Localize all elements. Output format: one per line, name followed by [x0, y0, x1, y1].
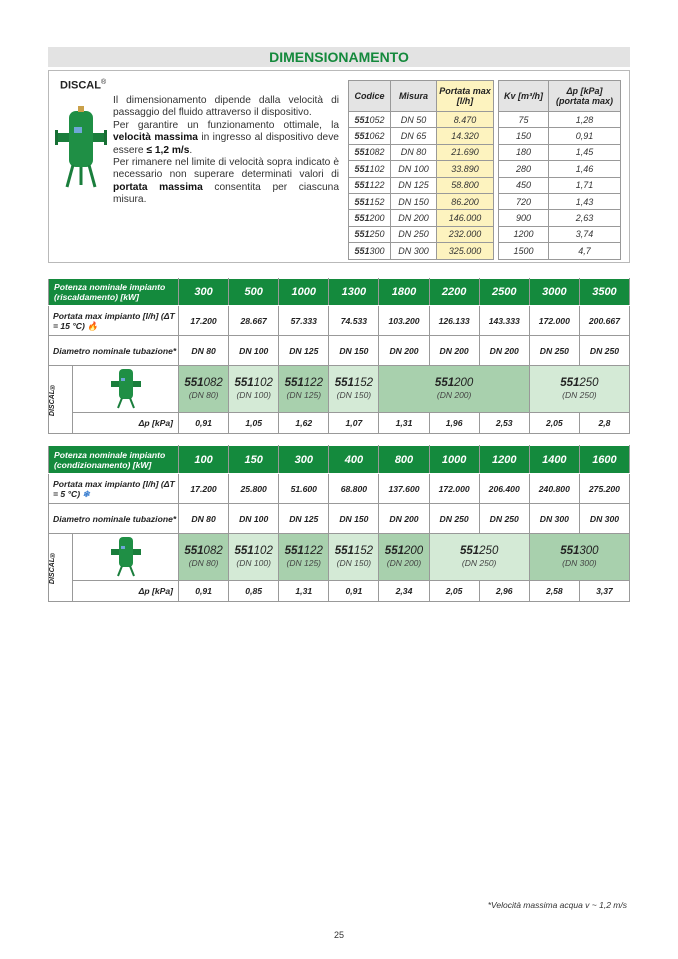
code-suffix: 300	[369, 245, 385, 256]
flow-value: 172.000	[429, 474, 479, 504]
dp-value: 1,96	[429, 413, 479, 434]
table-row	[349, 243, 621, 259]
code-cell	[349, 193, 391, 209]
product-dn: (DN 100)	[236, 558, 271, 568]
product-code-prefix: 551	[334, 545, 354, 557]
code-cell	[349, 226, 391, 242]
code-prefix: 551	[354, 180, 370, 191]
diameter-value: DN 100	[229, 504, 279, 534]
size-cell: DN 125	[391, 177, 437, 193]
kv-cell: 150	[499, 128, 549, 144]
diameter-value: DN 80	[179, 504, 229, 534]
kv-cell: 75	[499, 112, 549, 128]
power-value: 300	[279, 446, 329, 474]
table-row	[349, 210, 621, 226]
code-cell	[349, 177, 391, 193]
diameter-label: Diametro nominale tubazione*	[49, 504, 179, 534]
column-header: Codice	[349, 81, 391, 112]
product-dn: (DN 80)	[188, 390, 219, 400]
product-code-prefix: 551	[384, 545, 404, 557]
product-code-suffix: 200	[454, 377, 474, 389]
registered-mark: ®	[100, 79, 107, 86]
code-cell	[349, 210, 391, 226]
flow-value: 275.200	[579, 474, 629, 504]
table-row	[349, 161, 621, 177]
dp-row	[49, 581, 630, 602]
dp-value: 2,34	[379, 581, 429, 602]
product-code-suffix: 152	[353, 377, 374, 389]
brand-vertical: DISCAL®	[49, 382, 56, 417]
flow-value: 200.667	[579, 306, 629, 336]
product-dn: (DN 125)	[286, 390, 322, 400]
product-dn: (DN 80)	[188, 558, 219, 568]
kv-cell: 450	[499, 177, 549, 193]
product-dn: (DN 100)	[236, 390, 271, 400]
code-prefix: 551	[354, 229, 370, 240]
diameter-label: Diametro nominale tubazione*	[49, 336, 179, 366]
product-cell	[279, 534, 329, 581]
table-row	[349, 193, 621, 209]
size-cell: DN 50	[391, 112, 437, 128]
product-code-prefix: 551	[234, 545, 254, 557]
flow-row	[49, 474, 630, 504]
power-row	[49, 446, 630, 474]
dp-value: 2,05	[529, 413, 579, 434]
code-cell	[349, 144, 391, 160]
diameter-value: DN 150	[329, 336, 379, 366]
code-prefix: 551	[354, 196, 370, 207]
flow-value: 17.200	[179, 306, 229, 336]
brand-vertical: DISCAL®	[49, 550, 56, 585]
flow-value: 172.000	[529, 306, 579, 336]
dp-value: 0,91	[179, 413, 229, 434]
diameter-value: DN 200	[479, 336, 529, 366]
power-value: 800	[379, 446, 429, 474]
dp-value: 1,31	[379, 413, 429, 434]
dp-cell: 1,45	[549, 144, 621, 160]
flow-cell: 86.200	[437, 193, 494, 209]
size-cell: DN 250	[391, 226, 437, 242]
code-cell	[349, 128, 391, 144]
code-prefix: 551	[354, 245, 370, 256]
sizes-table	[348, 80, 621, 260]
diameter-row	[49, 504, 630, 534]
flow-value: 25.800	[229, 474, 279, 504]
power-value: 1300	[329, 279, 379, 306]
diameter-value: DN 150	[329, 504, 379, 534]
product-dn: (DN 300)	[562, 558, 597, 568]
size-cell: DN 300	[391, 243, 437, 259]
power-value: 2500	[479, 279, 529, 306]
flow-label-text: Portata max impianto [l/h] (ΔT = 5 °C)	[53, 478, 175, 499]
code-suffix: 062	[369, 131, 385, 142]
flow-cell: 21.690	[437, 144, 494, 160]
size-cell: DN 100	[391, 161, 437, 177]
code-prefix: 551	[354, 213, 370, 224]
code-prefix: 551	[354, 131, 370, 142]
product-code-prefix: 551	[284, 545, 304, 557]
dp-value: 2,53	[479, 413, 529, 434]
product-code-prefix: 551	[284, 377, 304, 389]
diameter-row	[49, 336, 630, 366]
page-number: 25	[333, 930, 344, 940]
flow-cell: 232.000	[437, 226, 494, 242]
dp-value: 1,07	[329, 413, 379, 434]
table-row	[349, 177, 621, 193]
dp-value: 0,91	[179, 581, 229, 602]
product-row	[49, 534, 630, 581]
product-dn: (DN 150)	[336, 390, 372, 400]
dp-value: 2,58	[529, 581, 579, 602]
table-row	[349, 226, 621, 242]
flow-cell: 58.800	[437, 177, 494, 193]
product-dn: (DN 125)	[286, 558, 322, 568]
dp-value: 0,85	[229, 581, 279, 602]
product-code-prefix: 551	[184, 545, 204, 557]
product-brand	[60, 79, 106, 92]
product-row	[49, 366, 630, 413]
flow-value: 17.200	[179, 474, 229, 504]
product-code-suffix: 250	[579, 377, 599, 389]
valve-icon	[109, 367, 143, 409]
desc-p2: Per garantire un funzionamento ottimale, la	[113, 119, 339, 131]
column-header: Δp [kPa] (portata max)	[549, 81, 621, 112]
flow-value: 103.200	[379, 306, 429, 336]
flow-cell: 325.000	[437, 243, 494, 259]
dp-cell: 3,74	[549, 226, 621, 242]
diameter-value: DN 80	[179, 336, 229, 366]
code-cell	[349, 161, 391, 177]
flow-value: 206.400	[479, 474, 529, 504]
dp-cell: 2,63	[549, 210, 621, 226]
power-value: 3000	[529, 279, 579, 306]
desc-text: in ingresso al dispositivo deve essere	[113, 132, 339, 156]
kv-cell: 280	[499, 161, 549, 177]
product-code-suffix: 102	[253, 545, 273, 557]
product-cell	[229, 534, 279, 581]
size-cell: DN 200	[391, 210, 437, 226]
code-suffix: 082	[369, 147, 385, 158]
kv-cell: 1500	[499, 243, 549, 259]
column-header: Kv [m³/h]	[499, 81, 549, 112]
description	[113, 95, 339, 207]
flow-value: 240.800	[529, 474, 579, 504]
product-code-prefix: 551	[560, 545, 580, 557]
product-code-suffix: 300	[579, 545, 599, 557]
product-code-prefix: 551	[234, 377, 254, 389]
kv-cell: 1200	[499, 226, 549, 242]
diameter-value: DN 125	[279, 504, 329, 534]
dp-value: 0,91	[329, 581, 379, 602]
kv-cell: 900	[499, 210, 549, 226]
code-suffix: 200	[369, 213, 385, 224]
dp-row	[49, 413, 630, 434]
size-cell: DN 65	[391, 128, 437, 144]
power-value: 1800	[379, 279, 429, 306]
footnote: *Velocità massima acqua v ~ 1,2 m/s	[487, 900, 627, 910]
power-value: 400	[329, 446, 379, 474]
power-value: 1600	[579, 446, 629, 474]
power-value: 150	[229, 446, 279, 474]
diameter-value: DN 200	[429, 336, 479, 366]
cooling-table	[48, 445, 630, 602]
product-code-prefix: 551	[334, 377, 354, 389]
desc-text: consentita per ciascuna misura.	[113, 181, 339, 206]
product-code-suffix: 102	[253, 377, 273, 389]
power-value: 3500	[579, 279, 629, 306]
product-dn: (DN 200)	[386, 558, 422, 568]
desc-bold-limit: ≤ 1,2 m/s	[146, 144, 190, 156]
product-code-suffix: 122	[303, 545, 323, 557]
flow-value: 68.800	[329, 474, 379, 504]
product-cell	[179, 534, 229, 581]
diameter-value: DN 200	[379, 336, 429, 366]
power-value: 300	[179, 279, 229, 306]
valve-image	[55, 105, 107, 189]
product-cell	[229, 366, 279, 413]
flow-value: 57.333	[279, 306, 329, 336]
valve-image-cell	[73, 534, 179, 581]
code-prefix: 551	[354, 114, 370, 125]
code-suffix: 052	[369, 114, 385, 125]
flow-value: 137.600	[379, 474, 429, 504]
dp-value: 2,8	[579, 413, 629, 434]
flow-row	[49, 306, 630, 336]
kv-cell: 720	[499, 193, 549, 209]
code-suffix: 122	[369, 180, 385, 191]
dp-value: 3,37	[579, 581, 629, 602]
dp-cell: 4,7	[549, 243, 621, 259]
power-label: Potenza nominale impianto (condizionamento) [kW]	[49, 446, 179, 474]
power-label: Potenza nominale impianto (riscaldamento) [kW]	[49, 279, 179, 306]
flow-cell: 14.320	[437, 128, 494, 144]
code-cell	[349, 243, 391, 259]
code-prefix: 551	[354, 163, 370, 174]
column-header: Portata max [l/h]	[437, 81, 494, 112]
dp-value: 1,62	[279, 413, 329, 434]
brand-name: DISCAL	[60, 79, 101, 92]
power-value: 1000	[279, 279, 329, 306]
product-dn: (DN 200)	[436, 390, 472, 400]
product-code-suffix: 122	[303, 377, 323, 389]
flow-cell: 146.000	[437, 210, 494, 226]
product-code-prefix: 551	[560, 377, 580, 389]
power-value: 100	[179, 446, 229, 474]
product-code-suffix: 200	[403, 545, 424, 557]
diameter-value: DN 250	[429, 504, 479, 534]
product-dn: (DN 150)	[336, 558, 372, 568]
dp-cell: 1,71	[549, 177, 621, 193]
product-cell	[179, 366, 229, 413]
product-code-suffix: 082	[203, 545, 223, 557]
diameter-value: DN 250	[529, 336, 579, 366]
product-dn: (DN 250)	[461, 558, 497, 568]
flow-label-text: Portata max impianto [l/h] (ΔT = 15 °C)	[53, 310, 175, 331]
code-suffix: 250	[369, 229, 385, 240]
product-code-suffix: 152	[353, 545, 374, 557]
brand-cell	[49, 366, 73, 434]
flow-value: 74.533	[329, 306, 379, 336]
product-cell	[429, 534, 529, 581]
flame-icon: 🔥	[84, 320, 98, 331]
desc-p1: Il dimensionamento dipende dalla velocità di passaggio del fluido attraverso il dispositivo.	[113, 95, 339, 119]
product-code-suffix: 082	[203, 377, 223, 389]
snowflake-icon: ❄	[80, 488, 90, 499]
table-row	[349, 128, 621, 144]
product-cell	[329, 366, 379, 413]
dp-cell: 0,91	[549, 128, 621, 144]
dp-cell: 1,28	[549, 112, 621, 128]
diameter-value: DN 200	[379, 504, 429, 534]
flow-cell: 8.470	[437, 112, 494, 128]
flow-value: 143.333	[479, 306, 529, 336]
dp-value: 2,05	[429, 581, 479, 602]
product-cell	[329, 534, 379, 581]
diameter-value: DN 300	[529, 504, 579, 534]
flow-label	[49, 306, 179, 336]
section-title: DIMENSIONAMENTO	[48, 47, 630, 67]
dp-cell: 1,43	[549, 193, 621, 209]
diameter-value: DN 250	[479, 504, 529, 534]
desc-bold-flow: portata massima	[113, 181, 203, 193]
table-row	[349, 144, 621, 160]
flow-cell: 33.890	[437, 161, 494, 177]
product-code-prefix: 551	[459, 545, 480, 557]
flow-value: 28.667	[229, 306, 279, 336]
diameter-value: DN 300	[579, 504, 629, 534]
desc-bold-velocity: velocità massima	[113, 132, 198, 144]
product-cell	[529, 366, 629, 413]
dp-label: Δp [kPa]	[73, 413, 179, 434]
desc-p3: Per rimanere nel limite di velocità sopra indicato è necessario non superare determinati valori di	[113, 157, 339, 181]
brand-cell	[49, 534, 73, 602]
code-cell	[349, 112, 391, 128]
dp-label: Δp [kPa]	[73, 581, 179, 602]
kv-cell: 180	[499, 144, 549, 160]
code-prefix: 551	[354, 147, 370, 158]
size-cell: DN 80	[391, 144, 437, 160]
valve-image-cell	[73, 366, 179, 413]
product-code-suffix: 250	[479, 545, 499, 557]
product-cell	[379, 534, 429, 581]
desc-text: .	[189, 144, 193, 156]
dp-value: 1,05	[229, 413, 279, 434]
diameter-value: DN 250	[579, 336, 629, 366]
code-suffix: 102	[369, 163, 385, 174]
flow-label	[49, 474, 179, 504]
header-row	[349, 81, 621, 112]
diameter-value: DN 125	[279, 336, 329, 366]
dp-cell: 1,46	[549, 161, 621, 177]
valve-icon	[109, 535, 143, 577]
product-code-prefix: 551	[434, 377, 455, 389]
product-cell	[529, 534, 629, 581]
code-suffix: 152	[369, 196, 385, 207]
product-dn: (DN 250)	[562, 390, 597, 400]
dp-value: 1,31	[279, 581, 329, 602]
power-row	[49, 279, 630, 306]
column-header: Misura	[391, 81, 437, 112]
flow-value: 126.133	[429, 306, 479, 336]
power-value: 1200	[479, 446, 529, 474]
product-code-prefix: 551	[184, 377, 204, 389]
power-value: 2200	[429, 279, 479, 306]
dp-value: 2,96	[479, 581, 529, 602]
flow-value: 51.600	[279, 474, 329, 504]
power-value: 500	[229, 279, 279, 306]
product-cell	[279, 366, 329, 413]
diameter-value: DN 100	[229, 336, 279, 366]
power-value: 1000	[429, 446, 479, 474]
heating-table	[48, 278, 630, 434]
product-cell	[379, 366, 529, 413]
size-cell: DN 150	[391, 193, 437, 209]
table-row	[349, 112, 621, 128]
power-value: 1400	[529, 446, 579, 474]
